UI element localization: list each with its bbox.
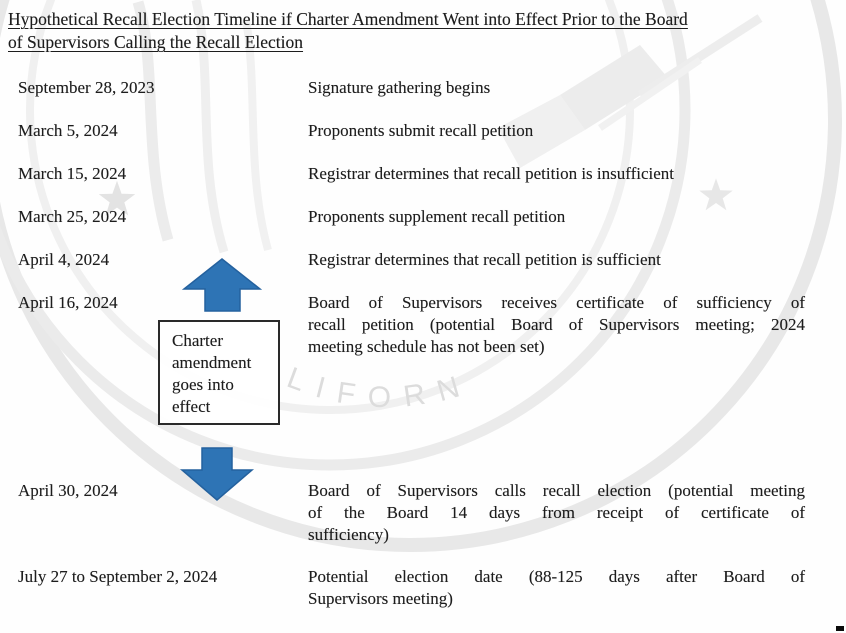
- event-text: Signature gathering begins: [308, 78, 491, 97]
- up-arrow-icon: [184, 259, 260, 311]
- event-text: [308, 566, 805, 610]
- event-text: [308, 480, 805, 546]
- callout-label: Charter amendment goes into effect: [172, 331, 252, 416]
- down-arrow-icon: [182, 448, 252, 500]
- event-text: Registrar determines that recall petition is sufficient: [308, 250, 661, 269]
- charter-amendment-callout-box: [158, 320, 280, 425]
- title-line-2: of Supervisors Calling the Recall Election: [8, 32, 304, 52]
- date-label: March 5, 2024: [18, 121, 118, 140]
- scan-artifact-mark: [836, 626, 844, 631]
- event-line: Board of Supervisors calls recall election (potential meeting: [308, 481, 805, 500]
- date-label: March 25, 2024: [18, 207, 127, 226]
- event-text: Proponents supplement recall petition: [308, 207, 566, 226]
- title-line-1: Hypothetical Recall Election Timeline if Charter Amendment Went into Effect Prior to the Board: [8, 9, 688, 29]
- event-line: Potential election date (88-125 days after Board of: [308, 567, 805, 586]
- event-line: Board of Supervisors receives certificate of sufficiency of: [308, 293, 805, 312]
- seal-arc-text: LIFORN: [282, 361, 477, 414]
- event-line: of the Board 14 days from receipt of certificate of: [308, 503, 805, 522]
- event-line: recall petition (potential Board of Supervisors meeting; 2024: [308, 315, 805, 334]
- date-label: March 15, 2024: [18, 164, 127, 183]
- date-label: September 28, 2023: [18, 78, 155, 97]
- event-line: meeting schedule has not been set): [308, 337, 545, 356]
- date-label: July 27 to September 2, 2024: [18, 567, 218, 586]
- event-line: sufficiency): [308, 525, 389, 544]
- date-label: April 16, 2024: [18, 293, 118, 312]
- event-line: Supervisors meeting): [308, 589, 453, 608]
- event-text: Registrar determines that recall petition is insufficient: [308, 164, 675, 183]
- date-label: April 4, 2024: [18, 250, 110, 269]
- date-label: April 30, 2024: [18, 481, 118, 500]
- event-text: Proponents submit recall petition: [308, 121, 534, 140]
